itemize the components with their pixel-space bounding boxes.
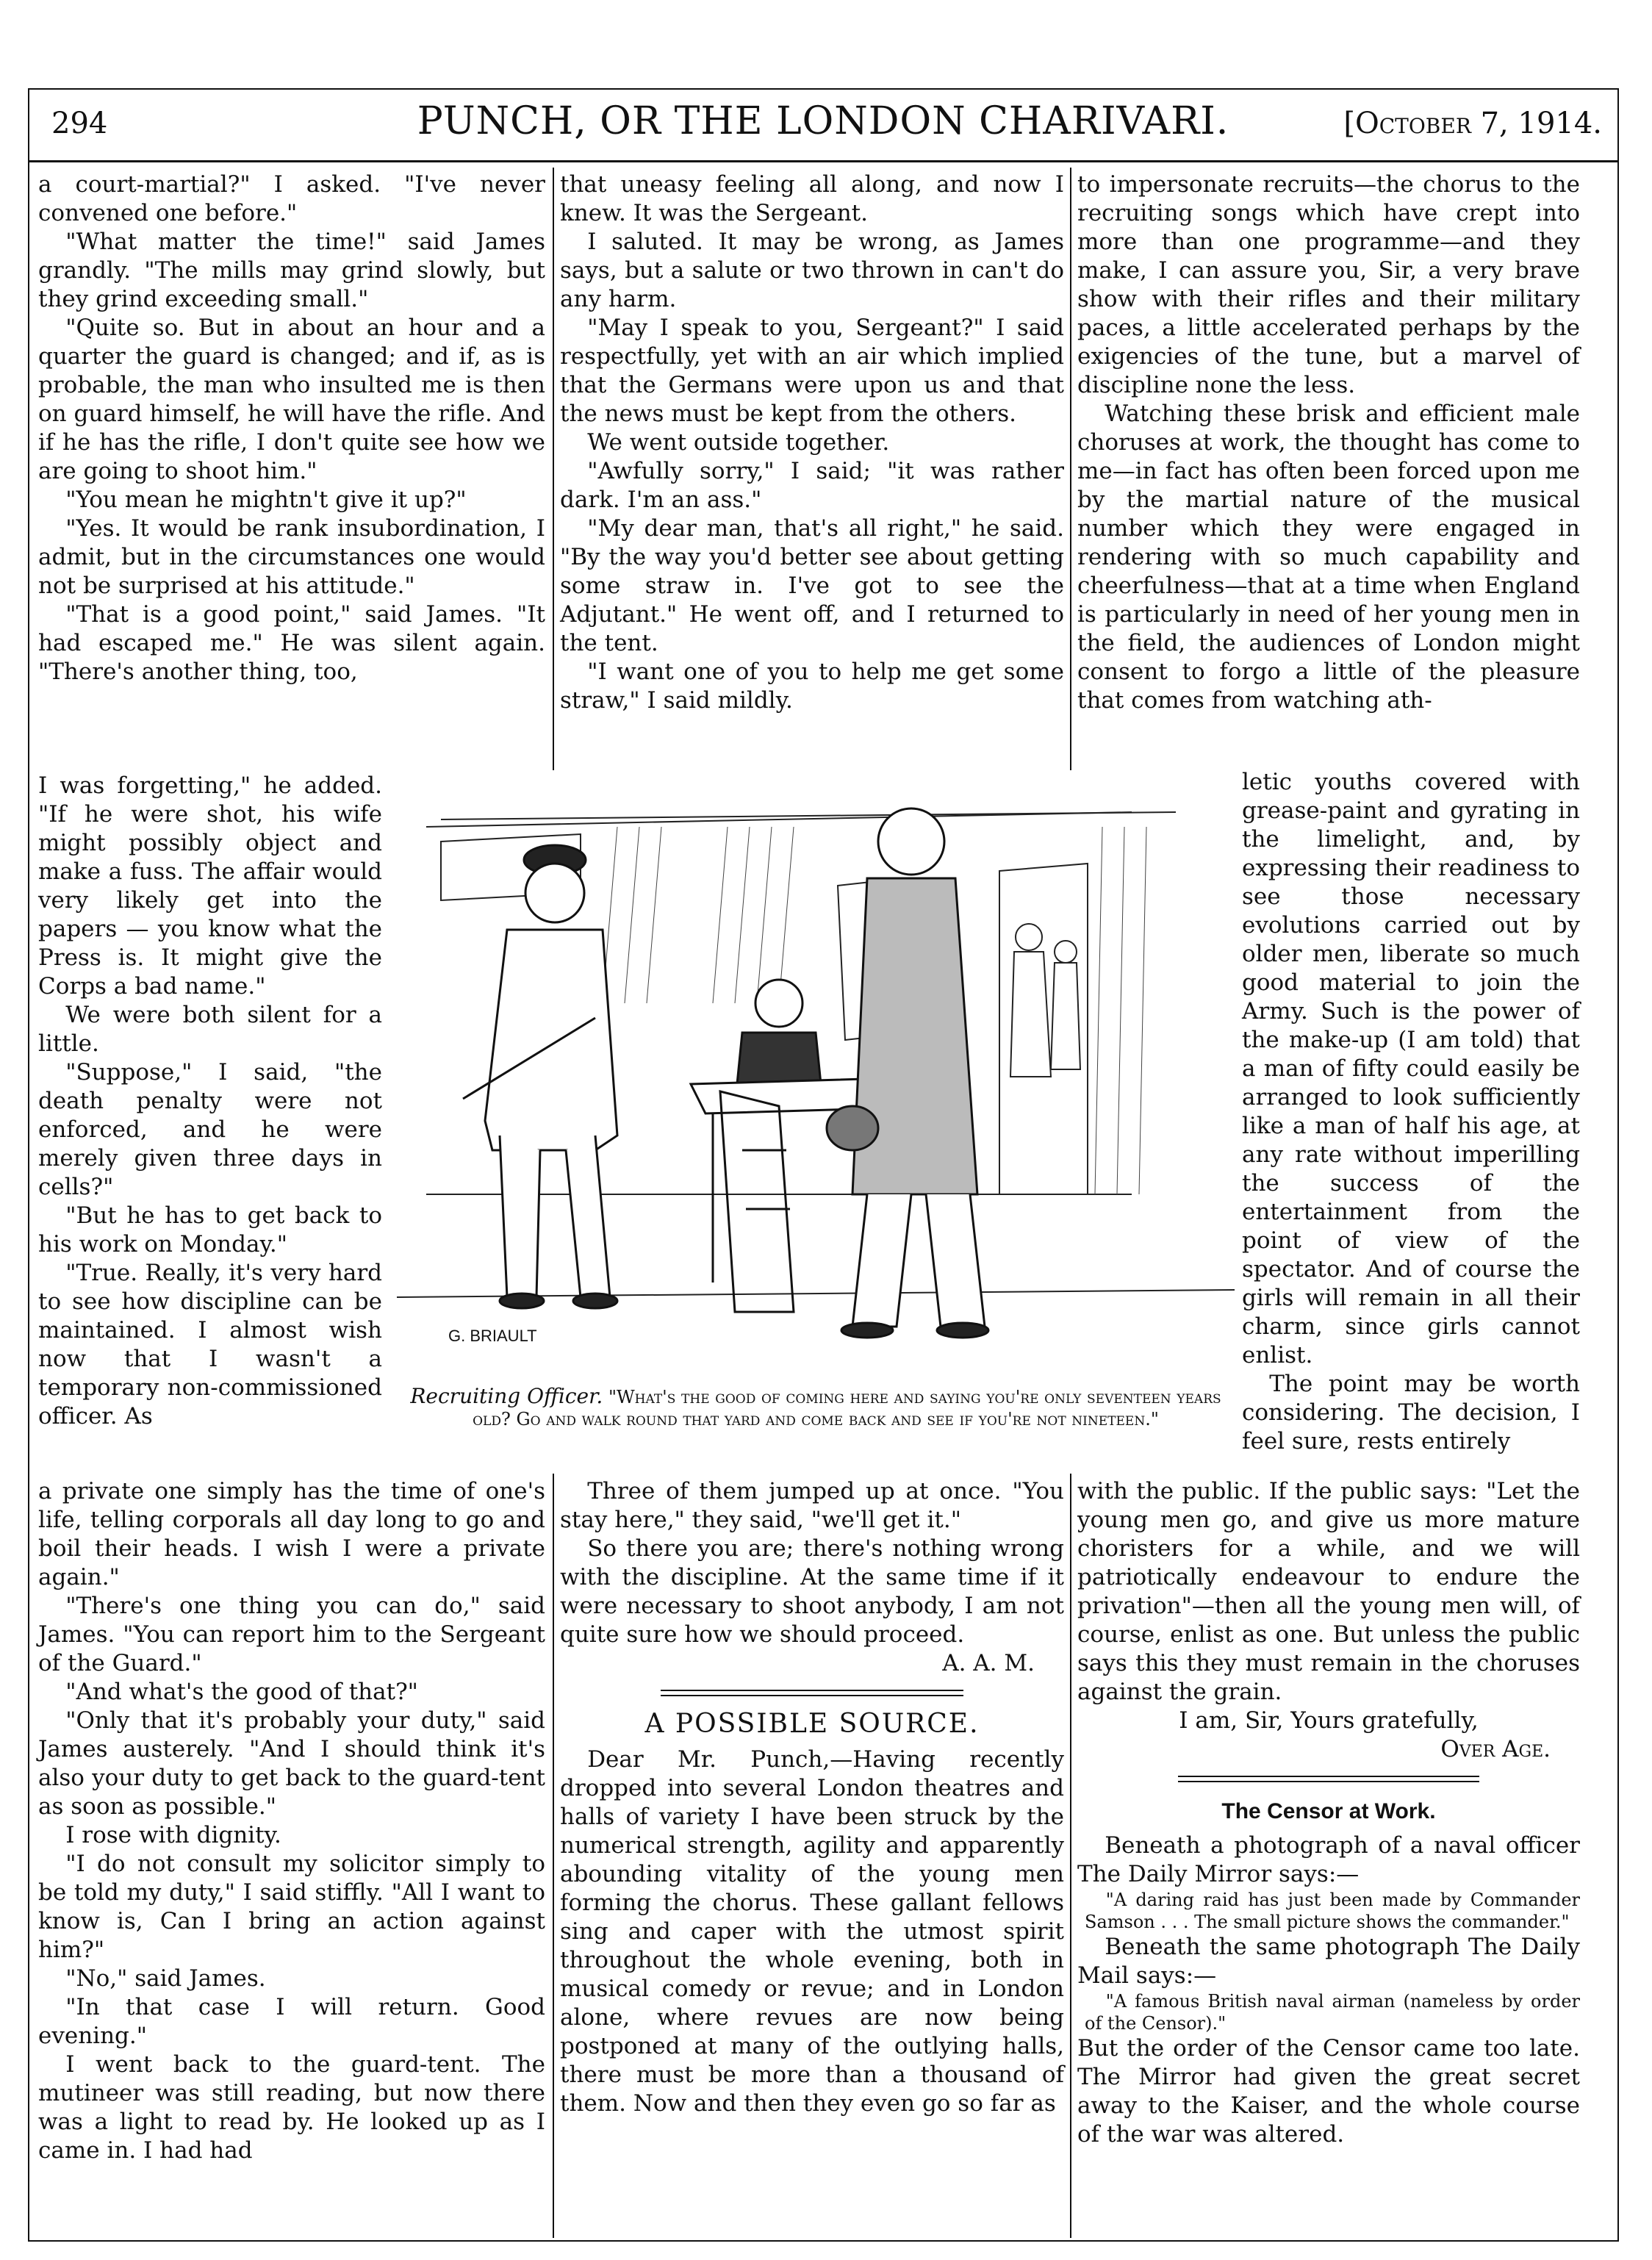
paragraph: "Awfully sorry," I said; "it was rather dark. I'm an ass." — [560, 458, 1064, 513]
column-2-bottom — [560, 1477, 1064, 2118]
column-3-narrow — [1242, 768, 1580, 1456]
article-heading: The Censor at Work. — [1221, 1799, 1436, 1823]
paragraph: "No," said James. — [65, 1965, 266, 1992]
paragraph: I saluted. It may be wrong, as James says, but a salute or two thrown in can't do any harm. — [560, 229, 1064, 312]
column-3-top — [1077, 171, 1580, 715]
paragraph: We were both silent for a little. — [38, 1002, 382, 1057]
column-2-top — [560, 171, 1064, 715]
paragraph: So there you are; there's nothing wrong with the discipline. At the same time if it were necessary to shoot anybody, I am not quite sure how we should proceed. — [560, 1535, 1064, 1648]
frame-bottom — [28, 2240, 1619, 2242]
issue-date: [October 7, 1914. — [1343, 107, 1602, 140]
artist-signature: G. BRIAULT — [448, 1327, 537, 1345]
paragraph: "True. Really, it's very hard to see how discipline can be maintained. I almost wish now that I wasn't a temporary non-commissioned officer. As — [38, 1260, 382, 1429]
paragraph: The point may be worth considering. The decision, I feel sure, rests entirely — [1242, 1371, 1580, 1454]
paragraph: "Only that it's probably your duty," said James austerely. "And I should think it's also your duty to get back to the guard-tent as soon as possible." — [38, 1707, 545, 1820]
block-quote: "A daring raid has just been made by Commander Samson . . . The small picture shows the commander." — [1085, 1890, 1580, 1932]
section-divider — [1178, 1776, 1479, 1782]
column-1-bottom — [38, 1477, 545, 2165]
paragraph: We went outside together. — [587, 429, 890, 456]
paragraph: "Quite so. But in about an hour and a quarter the guard is changed; and if, as is probable, the man who insulted me is then on guard himself, he will have the rifle. And if he has the rifle, I don't quite see how we are going to shoot him." — [38, 315, 545, 484]
frame-right — [1617, 88, 1619, 2242]
paragraph: a court-martial?" I asked. "I've never convened one before." — [38, 171, 545, 226]
paragraph: to impersonate recruits—the chorus to the recruiting songs which have crept into more than one programme—and they make, I can assure you, Sir, a very brave show with their rifles and their military paces, a little accelerated perhaps by the exigencies of the tune, but a marvel of discipline none the less. — [1077, 171, 1580, 398]
paragraph: "May I speak to you, Sergeant?" I said respectfully, yet with an air which implied that the Germans were upon us and that the news must be kept from the others. — [560, 315, 1064, 427]
column-rule-1a — [553, 168, 554, 770]
article-heading: A POSSIBLE SOURCE. — [644, 1709, 980, 1739]
cartoon-caption — [397, 1385, 1235, 1430]
paragraph: Three of them jumped up at once. "You stay here," they said, "we'll get it." — [560, 1478, 1064, 1533]
paragraph: "Suppose," I said, "the death penalty were not enforced, and he were merely given three days in cells?" — [38, 1059, 382, 1200]
paragraph: "Yes. It would be rank insubordination, I admit, but in the circumstances one would not be surprised at his attitude." — [38, 515, 545, 599]
column-rule-1b — [553, 1474, 554, 2238]
paragraph: Beneath a photograph of a naval officer The Daily Mirror says:— — [1077, 1832, 1580, 1887]
paragraph: I was forgetting," he added. "If he were shot, his wife might possibly object and make a fuss. The affair would very likely get into the papers — you know what the Press is. It might give the Corps a bad name." — [38, 772, 382, 1000]
page-header — [29, 99, 1617, 151]
paragraph: Watching these brisk and efficient male choruses at work, the thought has come to me—in fact has often been forced upon me by the martial nature of the musical number which they were engaged in rendering with so much capability and cheerfulness—that at a time when England is particularly in need of her young men in the field, the audiences of London might consent to forgo a little of the pleasure that comes from watching ath- — [1077, 401, 1580, 714]
closing-line: I am, Sir, Yours gratefully, — [1179, 1707, 1479, 1734]
paragraph: with the public. If the public says: "Let the young men go, and give us more mature choristers for a while, and we will patriotically endeavour to endure the privation"—then all the young men will, of course, enlist as one. But unless the public says this they must remain in the choruses against the grain. — [1077, 1478, 1580, 1705]
frame-top — [28, 88, 1619, 90]
paragraph: "You mean he mightn't give it up?" — [65, 487, 467, 513]
cartoon-illustration — [397, 783, 1235, 1356]
paragraph: Dear Mr. Punch,—Having recently dropped into several London theatres and halls of variety I have been struck by the numerical strength, agility and apparently abounding vitality of the young men forming the chorus. These gallant fellows sing and caper with the utmost spirit throughout the whole evening, both in musical comedy or revue; and in London alone, where revues are now being postponed at many of the outlying halls, there must be more than a thousand of them. Now and then they even go so far as — [560, 1746, 1064, 2117]
header-rule — [28, 160, 1619, 162]
paragraph: letic youths covered with grease-paint and gyrating in the limelight, and, by expressing their readiness to see those necessary evolutions carried out by older men, liberate so much good material to join the Army. Such is the power of the make-up (I am told) that a man of fifty could easily be arranged to look sufficiently like a man of half his age, at any rate without imperilling the success of the entertainment from the point of view of the spectator. And of course the girls will remain in all their charm, since girls cannot enlist. — [1242, 769, 1580, 1368]
paragraph: "There's one thing you can do," said James. "You can report him to the Sergeant of the Guard." — [38, 1593, 545, 1676]
column-rule-2a — [1070, 168, 1071, 770]
column-3-bottom — [1077, 1477, 1580, 2149]
paragraph: I rose with dignity. — [65, 1822, 281, 1848]
column-1-top — [38, 171, 545, 686]
paragraph: "In that case I will return. Good evening." — [38, 1994, 545, 2049]
paragraph: "My dear man, that's all right," he said. "By the way you'd better see about getting some straw in. I've got to see the Adjutant." He went off, and I returned to the tent. — [560, 515, 1064, 656]
paragraph: "What matter the time!" said James grandly. "The mills may grind slowly, but they grind exceeding small." — [38, 229, 545, 312]
paragraph: "And what's the good of that?" — [65, 1679, 418, 1705]
publication-title: PUNCH, OR THE LONDON CHARIVARI. — [417, 99, 1229, 143]
column-rule-2b — [1070, 1474, 1071, 2238]
author-signature: A. A. M. — [942, 1650, 1035, 1676]
caption-speaker: Recruiting Officer. — [410, 1384, 603, 1408]
paragraph: "I do not consult my solicitor simply to be told my duty," I said stiffly. "All I want to know is, Can I bring an action against him?" — [38, 1851, 545, 1963]
paragraph: Beneath the same photograph The Daily Mail says:— — [1077, 1934, 1580, 1989]
paragraph: "I want one of you to help me get some straw," I said mildly. — [560, 659, 1064, 714]
frame-left — [28, 88, 29, 2242]
paragraph: "That is a good point," said James. "It had escaped me." He was silent again. "There's another thing, too, — [38, 601, 545, 685]
paragraph: that uneasy feeling all along, and now I knew. It was the Sergeant. — [560, 171, 1064, 226]
block-quote: "A famous British naval airman (nameless by order of the Censor)." — [1085, 1991, 1580, 2034]
paragraph: a private one simply has the time of one's life, telling corporals all day long to go and boil their heads. I wish I were a private again." — [38, 1478, 545, 1590]
paragraph: But the order of the Censor came too late. The Mirror had given the great secret away to the Kaiser, and the whole course of the war was altered. — [1077, 2035, 1580, 2148]
author-signature: Over Age. — [1440, 1736, 1551, 1762]
caption-text: "What's the good of coming here and saying you're only seventeen years old? Go and walk round that yard and come back and see if you're not nineteen." — [473, 1387, 1221, 1429]
column-1-narrow — [38, 772, 382, 1431]
section-divider — [661, 1690, 963, 1696]
paragraph: "But he has to get back to his work on Monday." — [38, 1202, 382, 1258]
page-number: 294 — [51, 107, 108, 140]
paragraph: I went back to the guard-tent. The mutineer was still reading, but now there was a light to read by. He looked up as I came in. I had had — [38, 2051, 545, 2164]
